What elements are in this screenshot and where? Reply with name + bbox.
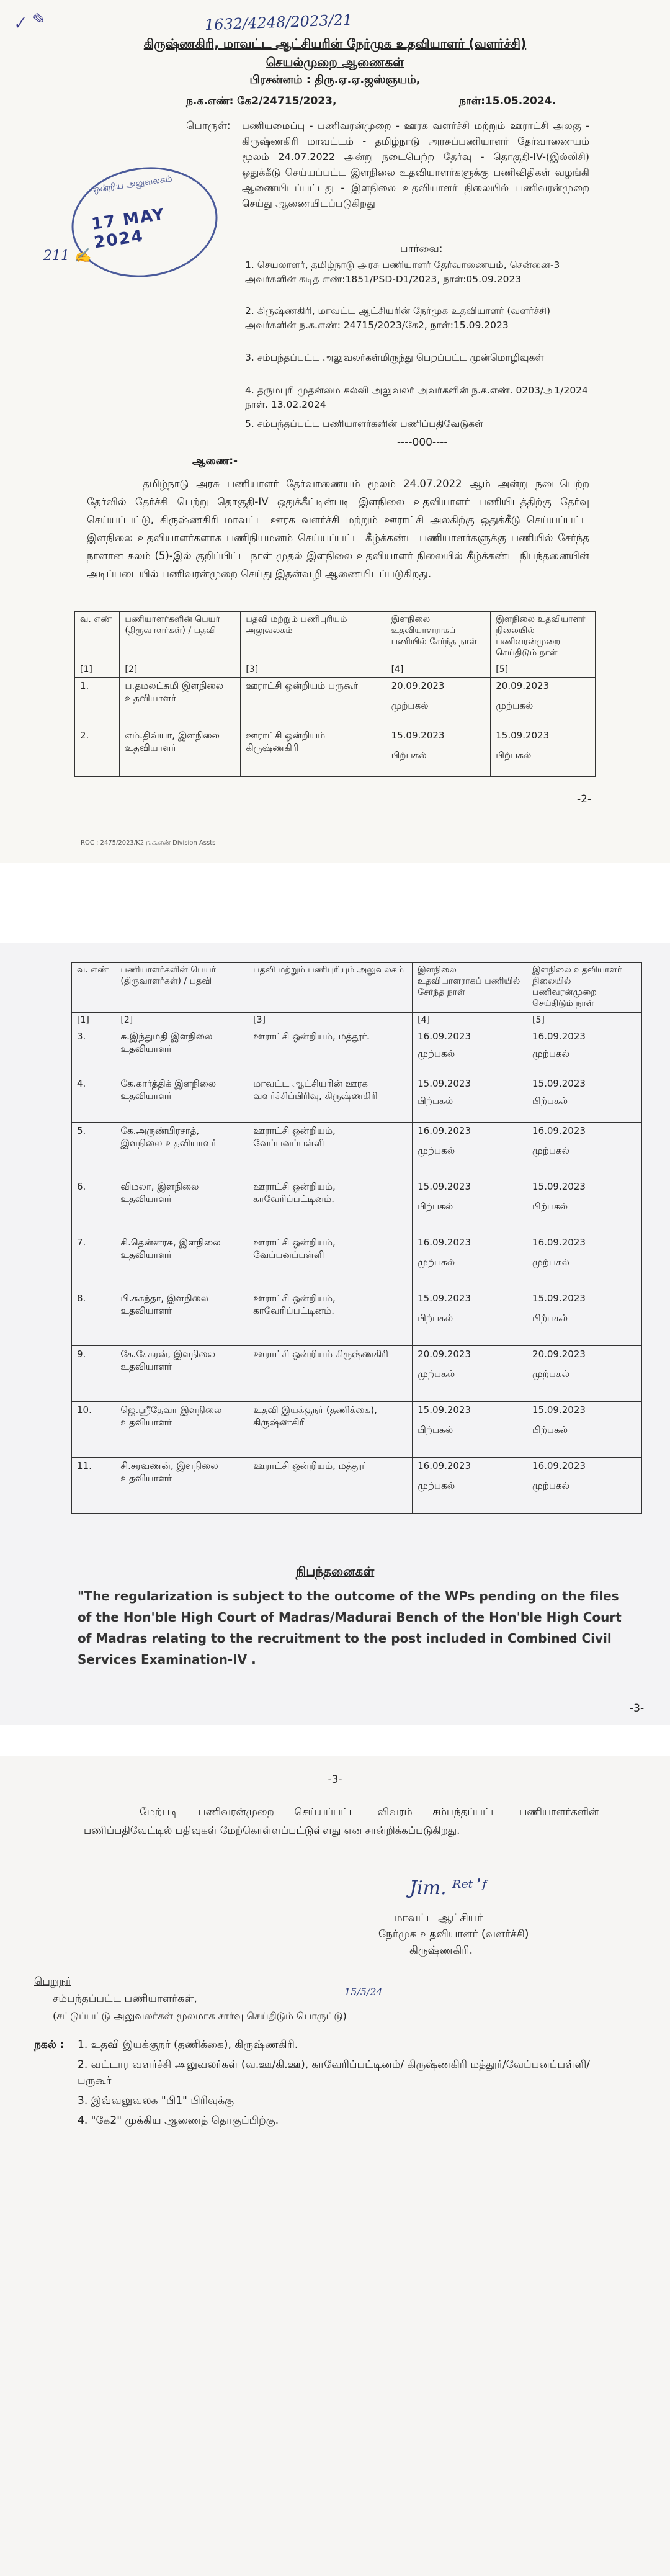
row-office: மாவட்ட ஆட்சியரின் ஊரக வளர்ச்சிப்பிரிவு, கிருஷ்ணகிரி xyxy=(248,1075,413,1123)
stamp-office-text: ஒன்றிய அலுவலகம் xyxy=(92,174,173,195)
row-office: ஊராட்சி ஒன்றியம், மத்தூர். xyxy=(248,1028,413,1075)
handwritten-ref-number: 1632/4248/2023/21 xyxy=(204,11,353,34)
row-join-date: 20.09.2023 xyxy=(391,680,445,691)
signature-date: 15/5/24 xyxy=(344,1986,383,1998)
signatory-designation: நேர்முக உதவியாளர் (வளர்ச்சி) xyxy=(378,1928,529,1941)
reference-5: 5. சம்பந்தப்பட்ட பணியாளர்களின் பணிப்பதிவேடுகள் xyxy=(245,418,484,429)
document-page-2 xyxy=(0,943,670,1725)
row-join xyxy=(413,1178,527,1234)
table-row xyxy=(75,727,596,777)
row-office: ஊராட்சி ஒன்றியம், மத்தூர் xyxy=(248,1458,413,1514)
row-reg xyxy=(527,1458,642,1514)
row-reg-session: முற்பகல் xyxy=(532,1257,570,1268)
row-reg xyxy=(527,1402,642,1458)
row-join xyxy=(413,1234,527,1290)
row-office: ஊராட்சி ஒன்றியம், காவேரிப்பட்டினம். xyxy=(248,1178,413,1234)
row-join-date: 16.09.2023 xyxy=(418,1460,471,1471)
row-name: சி.சரவணன், இளநிலை உதவியாளர் xyxy=(115,1458,248,1514)
document-page-3 xyxy=(0,1756,670,2576)
row-join-date: 15.09.2023 xyxy=(418,1181,471,1192)
row-join xyxy=(386,727,491,777)
reference-number: ந.க.எண்: கே2/24715/2023, xyxy=(186,95,337,107)
signatory-title: மாவட்ட ஆட்சியர் xyxy=(394,1912,483,1924)
table-row xyxy=(72,1234,642,1290)
references-label: பார்வை: xyxy=(400,243,443,255)
row-name: கே.கார்த்திக் இளநிலை உதவியாளர் xyxy=(115,1075,248,1123)
row-reg-session: பிற்பகல் xyxy=(532,1095,568,1106)
row-join-session: பிற்பகல் xyxy=(418,1424,453,1435)
row-reg xyxy=(527,1178,642,1234)
row-office: ஊராட்சி ஒன்றியம், வேப்பனப்பள்ளி xyxy=(248,1234,413,1290)
col-number: [2] xyxy=(115,1013,248,1028)
row-office: ஊராட்சி ஒன்றியம் கிருஷ்ணகிரி xyxy=(241,727,386,777)
order-label: ஆணை:- xyxy=(192,455,238,467)
row-join-session: பிற்பகல் xyxy=(418,1095,453,1106)
row-office: உதவி இயக்குநர் (தணிக்கை), கிருஷ்ணகிரி xyxy=(248,1402,413,1458)
row-reg xyxy=(527,1123,642,1178)
recipient-note: (சட்டுப்பட்டு அலுவலர்கள் மூலமாக சார்வு செய்திடும் பொருட்டு) xyxy=(53,2010,347,2022)
table-row xyxy=(72,1075,642,1123)
row-reg xyxy=(527,1028,642,1075)
row-join xyxy=(413,1028,527,1075)
table-row xyxy=(72,1458,642,1514)
subject-text: பணியமைப்பு - பணிவரன்முறை - ஊரக வளர்ச்சி மற்றும் ஊராட்சி அலகு - கிருஷ்ணகிரி மாவட்டம் - தமிழ்நாடு அரசுப்பணியாளர் தேர்வாணையம் மூலம் 24.07.2022 அன்று நடைபெற்ற தேர்வு - தொகுதி-IV-(இல்லிசி) ஒதுக்கீடு செய்யப்பட்ட இளநிலை உதவியாளர்களுக்கு பணிவிதிகள் வழங்கி ஆணையிடப்பட்டது - இளநிலை உதவியாளர் நிலையில் பணிவரன்முறை செய்து ஆணையிடப்படுகிறது xyxy=(242,120,590,209)
row-name: சி.தென்னரசு, இளநிலை உதவியாளர் xyxy=(115,1234,248,1290)
col-number: [3] xyxy=(248,1013,413,1028)
col-number: [5] xyxy=(527,1013,642,1028)
reference-2: 2. கிருஷ்ணகிரி, மாவட்ட ஆட்சியரின் நேர்முக உதவியாளர் (வளர்ச்சி) அவர்களின் ந.க.எண்: 24715/2023/கே2, நாள்:15.09.2023 xyxy=(245,305,551,331)
header-office-title: கிருஷ்ணகிரி, மாவட்ட ஆட்சியரின் நேர்முக உதவியாளர் (வளர்ச்சி) xyxy=(143,36,527,51)
row-join xyxy=(413,1458,527,1514)
copy-item-2: 2. வட்டார வளர்ச்சி அலுவலர்கள் (வ.ஊ/கி.ஊ), காவேரிப்பட்டினம்/ கிருஷ்ணகிரி மத்தூர்/வேப்பனப்பள்ளி/பருகூர் xyxy=(78,2058,590,2087)
order-date: நாள்:15.05.2024. xyxy=(459,95,556,107)
row-join-session: முற்பகல் xyxy=(418,1257,455,1268)
row-join-date: 15.09.2023 xyxy=(418,1404,471,1416)
table-row xyxy=(72,1402,642,1458)
row-sno: 8. xyxy=(72,1290,115,1346)
row-reg-date: 16.09.2023 xyxy=(532,1237,586,1248)
col-number: [3] xyxy=(241,662,386,678)
col-number: [4] xyxy=(386,662,491,678)
row-reg-date: 16.09.2023 xyxy=(532,1125,586,1136)
col-number: [1] xyxy=(75,662,120,678)
row-join xyxy=(413,1402,527,1458)
row-name: கே.சேகரன், இளநிலை உதவியாளர் xyxy=(115,1346,248,1402)
subject-label: பொருள்: xyxy=(186,120,231,132)
handwritten-corner-mark: ✓ ✎ xyxy=(11,9,47,35)
row-reg-session: முற்பகல் xyxy=(532,1048,570,1059)
page-number-mark: -3- xyxy=(630,1702,645,1715)
page-number-mark: -2- xyxy=(577,793,592,806)
row-sno: 3. xyxy=(72,1028,115,1075)
table-row xyxy=(72,1123,642,1178)
header-present: பிரசன்னம் : திரு.ஏ.ஏ.ஜஸ்ஞயம், xyxy=(249,73,421,86)
row-sno: 2. xyxy=(75,727,120,777)
row-reg-session: பிற்பகல் xyxy=(532,1424,568,1435)
recipient-text: சம்பந்தப்பட்ட பணியாளர்கள், xyxy=(53,1993,197,2005)
row-reg xyxy=(527,1075,642,1123)
col-header-sno: வ. எண் xyxy=(72,963,115,1013)
copy-item-1: 1. உதவி இயக்குநர் (தணிக்கை), கிருஷ்ணகிரி. xyxy=(78,2039,298,2051)
table-row xyxy=(75,678,596,727)
row-reg-date: 15.09.2023 xyxy=(532,1181,586,1192)
row-join-session: முற்பகல் xyxy=(418,1048,455,1059)
row-join-session: முற்பகல் xyxy=(418,1145,455,1156)
row-sno: 7. xyxy=(72,1234,115,1290)
row-reg-session: பிற்பகல் xyxy=(532,1201,568,1212)
row-reg-session: முற்பகல் xyxy=(532,1368,570,1380)
row-sno: 6. xyxy=(72,1178,115,1234)
row-name: கே.அருண்பிரசாத், இளநிலை உதவியாளர் xyxy=(115,1123,248,1178)
row-reg-date: 20.09.2023 xyxy=(532,1349,586,1360)
recipient-label: பெறுநர் xyxy=(34,1975,71,1988)
row-reg xyxy=(527,1346,642,1402)
copy-item-4: 4. "கே2" முக்கிய ஆணைத் தொகுப்பிற்கு. xyxy=(78,2114,279,2127)
row-join-session: முற்பகல் xyxy=(418,1480,455,1491)
row-name: விமலா, இளநிலை உதவியாளர் xyxy=(115,1178,248,1234)
col-header-office: பதவி மற்றும் பணிபுரியும் அலுவலகம் xyxy=(248,963,413,1013)
col-header-name: பணியாளர்களின் பெயர் (திருவாளர்கள்) / பதவி xyxy=(115,963,248,1013)
row-reg-session: முற்பகல் xyxy=(532,1480,570,1491)
conditions-text: "The regularization is subject to the outcome of the WPs pending on the files of the Hon'ble High Court of Madras/Madurai Bench of the Hon'ble High Court of Madras relating to the recruitment to the post included in Combined Civil Services Examination-IV . xyxy=(78,1589,622,1667)
stamp-date: 17 MAY 2024 xyxy=(90,205,167,253)
copy-item-3: 3. இவ்வலுவலக "பி1" பிரிவுக்கு xyxy=(78,2094,234,2107)
handwritten-initials: 211 ✍ xyxy=(43,248,91,264)
col-header-office: பதவி மற்றும் பணிபுரியும் அலுவலகம் xyxy=(241,612,386,662)
row-reg-session: முற்பகல் xyxy=(496,700,534,711)
row-join-date: 15.09.2023 xyxy=(418,1293,471,1304)
col-header-join-date: இளநிலை உதவியாளராகப் பணியில் சேர்ந்த நாள் xyxy=(413,963,527,1013)
row-join-session: பிற்பகல் xyxy=(391,750,427,761)
header-proceedings: செயல்முறை ஆணைகள் xyxy=(266,55,404,70)
row-office: ஊராட்சி ஒன்றியம், காவேரிப்பட்டினம். xyxy=(248,1290,413,1346)
row-office: ஊராட்சி ஒன்றியம் பருகூர் xyxy=(241,678,386,727)
col-number: [1] xyxy=(72,1013,115,1028)
col-header-reg-date: இளநிலை உதவியாளர் நிலையில் பணிவரன்முறை செய்திடும் நாள் xyxy=(527,963,642,1013)
col-number: [5] xyxy=(491,662,596,678)
row-sno: 11. xyxy=(72,1458,115,1514)
row-reg-date: 15.09.2023 xyxy=(496,730,550,741)
row-sno: 9. xyxy=(72,1346,115,1402)
row-name: சு.இந்துமதி இளநிலை உதவியாளர் xyxy=(115,1028,248,1075)
col-header-name: பணியாளர்களின் பெயர் (திருவாளர்கள்) / பதவி xyxy=(120,612,241,662)
col-number: [2] xyxy=(120,662,241,678)
officer-signature: Jim. ᴿᵉᵗ᾽ᶠ xyxy=(409,1877,487,1899)
reference-1: 1. செயலாளர், தமிழ்நாடு அரசு பணியாளர் தேர்வாணையம், சென்னை-3 அவர்களின் கடித எண்:1851/PSD-D1/2023, நாள்:05.09.2023 xyxy=(245,259,560,285)
row-name: பி.சுகந்தா, இளநிலை உதவியாளர் xyxy=(115,1290,248,1346)
col-header-join-date: இளநிலை உதவியாளராகப் பணியில் சேர்ந்த நாள் xyxy=(386,612,491,662)
col-header-reg-date: இளநிலை உதவியாளர் நிலையில் பணிவரன்முறை செய்திடும் நாள் xyxy=(491,612,596,662)
page-number-mark: -3- xyxy=(328,1774,342,1786)
order-text: தமிழ்நாடு அரசு பணியாளர் தேர்வாணையம் மூலம் 24.07.2022 ஆம் அன்று நடைபெற்ற தேர்வில் தேர்ச்சி பெற்று தொகுதி-IV ஒதுக்கீட்டின்படி இளநிலை உதவியாளர் பணியிடத்திற்கு தேர்வு செய்யப்பட்டு, கிருஷ்ணகிரி மாவட்ட ஊரக வளர்ச்சி மற்றும் ஊராட்சி அலகிற்கு ஒதுக்கீடு செய்யப்பட்ட இளநிலை உதவியாளர்களாக பணிநியமனம் செய்யப்பட்ட கீழ்க்கண்ட பணியாளர்களுக்கு பணியில் சேர்ந்த நாளான கலம் (5)-இல் குறிப்பிட்ட நாள் முதல் இளநிலை உதவியாளர் நிலையில் கீழ்க்கண்ட நிபந்தனையின் அடிப்படையில் பணிவரன்முறை செய்து இதன்வழி ஆணையிடப்படுகிறது. xyxy=(87,478,589,580)
row-reg xyxy=(527,1290,642,1346)
row-join xyxy=(413,1290,527,1346)
row-reg-date: 15.09.2023 xyxy=(532,1404,586,1416)
row-reg xyxy=(491,727,596,777)
row-join-session: முற்பகல் xyxy=(418,1368,455,1380)
row-join-date: 16.09.2023 xyxy=(418,1125,471,1136)
row-join-date: 15.09.2023 xyxy=(418,1078,471,1089)
row-join-session: பிற்பகல் xyxy=(418,1201,453,1212)
row-join-date: 16.09.2023 xyxy=(418,1237,471,1248)
regularization-table-part2 xyxy=(71,962,642,1514)
conditions-heading: நிபந்தனைகள் xyxy=(295,1564,375,1579)
row-join-session: பிற்பகல் xyxy=(418,1313,453,1324)
row-sno: 5. xyxy=(72,1123,115,1178)
table-row xyxy=(72,1028,642,1075)
row-join-date: 16.09.2023 xyxy=(418,1031,471,1042)
row-office: ஊராட்சி ஒன்றியம், வேப்பனப்பள்ளி xyxy=(248,1123,413,1178)
col-header-sno: வ. எண் xyxy=(75,612,120,662)
row-join-date: 15.09.2023 xyxy=(391,730,445,741)
table-row xyxy=(72,1346,642,1402)
row-join xyxy=(413,1123,527,1178)
row-join xyxy=(413,1075,527,1123)
row-join-date: 20.09.2023 xyxy=(418,1349,471,1360)
row-name: ப.தமலட்சுமி இளநிலை உதவியாளர் xyxy=(120,678,241,727)
row-reg-date: 16.09.2023 xyxy=(532,1460,586,1471)
signatory-place: கிருஷ்ணகிரி. xyxy=(409,1944,473,1957)
row-reg-date: 16.09.2023 xyxy=(532,1031,586,1042)
row-join-session: முற்பகல் xyxy=(391,700,429,711)
row-reg-session: முற்பகல் xyxy=(532,1145,570,1156)
row-reg-session: பிற்பகல் xyxy=(496,750,532,761)
row-join xyxy=(413,1346,527,1402)
row-reg-date: 15.09.2023 xyxy=(532,1293,586,1304)
footer-code: ROC : 2475/2023/K2 ந.க.எண் Division Assts xyxy=(81,840,216,846)
references-end-mark: ----000---- xyxy=(397,436,448,449)
row-reg-date: 20.09.2023 xyxy=(496,680,550,691)
certification-paragraph: மேற்படி பணிவரன்முறை செய்யப்பட்ட விவரம் சம்பந்தப்பட்ட பணியாளர்களின் பணிப்பதிவேட்டில் பதிவுகள் மேற்கொள்ளப்பட்டுள்ளது என சான்றிக்கப்படுகிறது. xyxy=(84,1806,599,1836)
document-page-1 xyxy=(0,0,670,863)
row-reg-session: பிற்பகல் xyxy=(532,1313,568,1324)
reference-4: 4. தருமபுரி முதன்மை கல்வி அலுவலர் அவர்களின் ந.க.எண். 0203/அ1/2024 நாள். 13.02.2024 xyxy=(245,385,588,410)
row-reg xyxy=(491,678,596,727)
office-received-stamp xyxy=(65,158,225,286)
reference-3: 3. சம்பந்தப்பட்ட அலுவலர்கள்மிருந்து பெறப்பட்ட முன்மொழிவுகள் xyxy=(245,352,544,363)
row-sno: 4. xyxy=(72,1075,115,1123)
row-reg xyxy=(527,1234,642,1290)
table-row xyxy=(72,1178,642,1234)
col-number: [4] xyxy=(413,1013,527,1028)
regularization-table-part1 xyxy=(74,611,596,777)
table-row xyxy=(72,1290,642,1346)
row-sno: 10. xyxy=(72,1402,115,1458)
row-sno: 1. xyxy=(75,678,120,727)
row-name: எம்.திவ்யா, இளநிலை உதவியாளர் xyxy=(120,727,241,777)
copy-to-label: நகல் : xyxy=(34,2039,65,2051)
row-name: ஜெ.ஸ்ரீதேவா இளநிலை உதவியாளர் xyxy=(115,1402,248,1458)
row-reg-date: 15.09.2023 xyxy=(532,1078,586,1089)
row-office: ஊராட்சி ஒன்றியம் கிருஷ்ணகிரி xyxy=(248,1346,413,1402)
row-join xyxy=(386,678,491,727)
